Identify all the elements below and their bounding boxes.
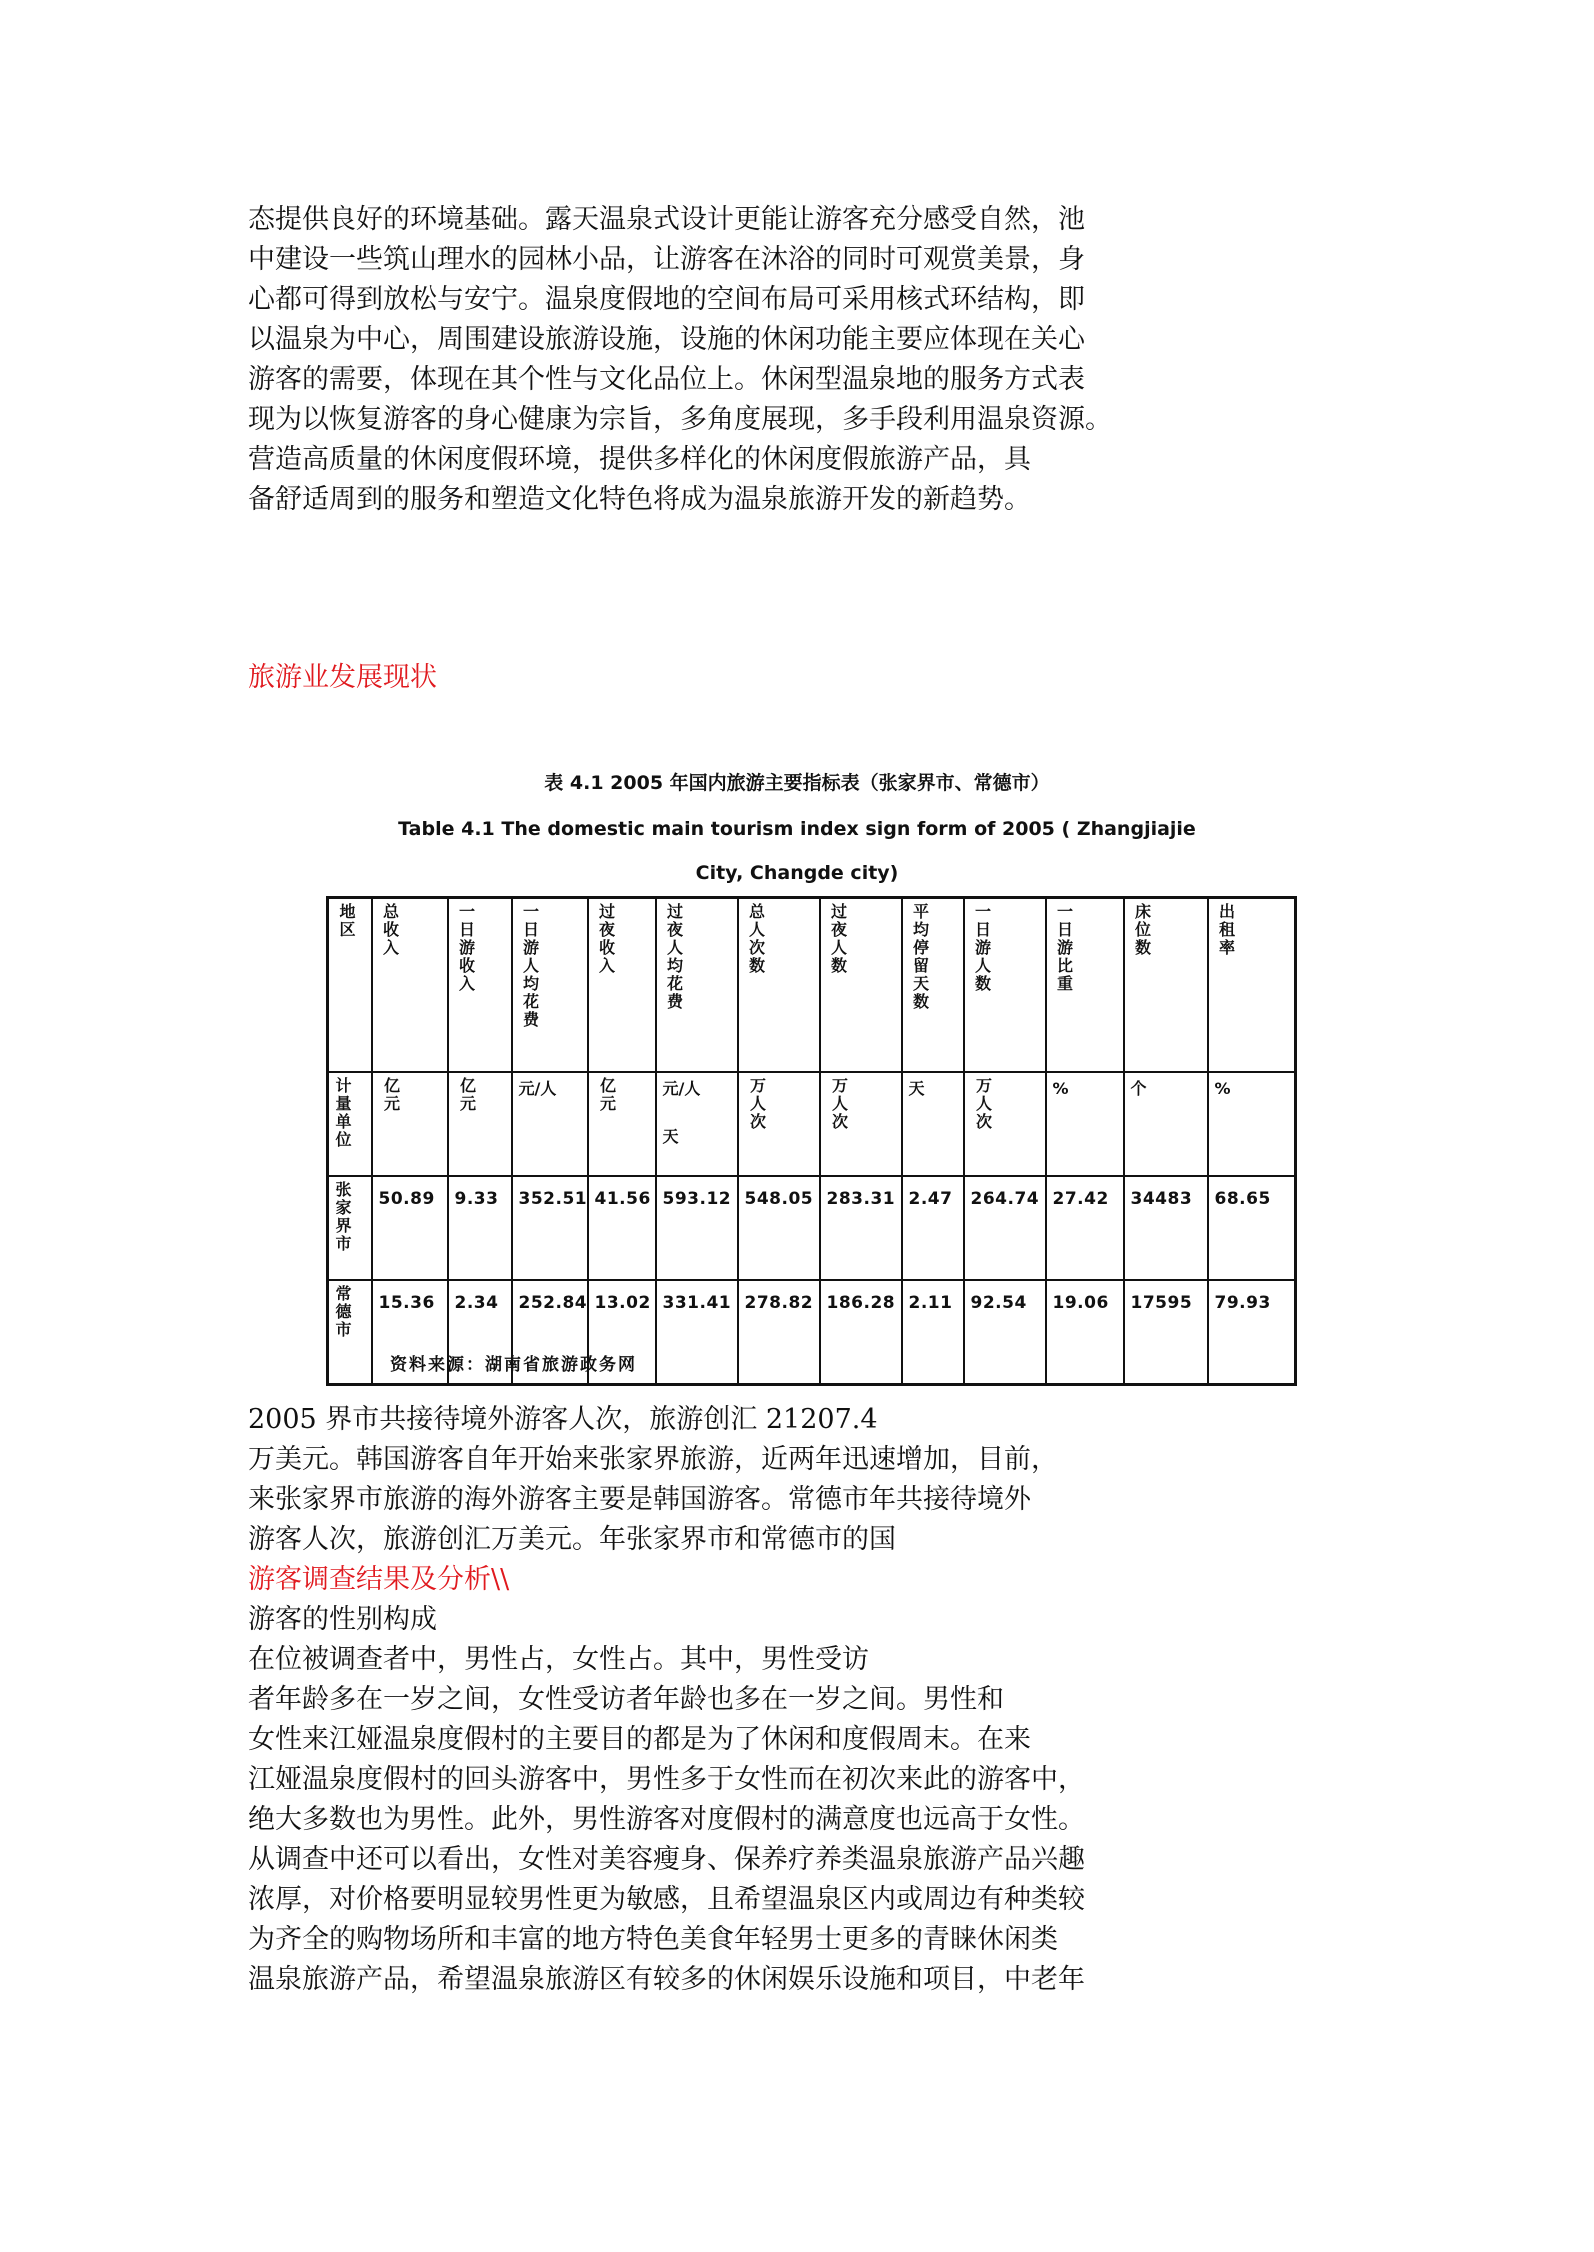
column-header-text: 过夜人均花费 [664,903,684,1011]
table-cell [1046,1176,1124,1280]
text-line: 从调查中还可以看出，女性对美容瘦身、保养疗养类温泉旅游产品兴趣 [248,1844,1085,1875]
text-line: 江娅温泉度假村的回头游客中，男性多于女性而在初次来此的游客中， [248,1764,1085,1795]
unit-cell [656,1072,738,1176]
table-cell-text: 13.02 [594,1293,651,1313]
column-header-text: 出租率 [1216,903,1236,957]
table-cell [738,1176,820,1280]
unit-cell-text: 亿元 [457,1077,477,1113]
table-cell-text: 34483 [1130,1189,1193,1209]
unit-cell [1208,1072,1296,1176]
table-cell [512,1176,588,1280]
table-units-row [328,1072,1296,1176]
table-cell-text: 50.89 [378,1189,435,1209]
text-line: 游客人次，旅游创汇万美元。年张家界市和常德市的国 [248,1524,896,1555]
unit-cell-text: 万人次 [747,1077,767,1131]
table-caption-zh: 表 4.1 2005 年国内旅游主要指标表（张家界市、常德市） [544,772,1050,794]
text-line: 为齐全的购物场所和丰富的地方特色美食年轻男士更多的青睐休闲类 [248,1924,1058,1955]
unit-cell-text: 元/人 [518,1079,557,1098]
table-cell-text: 331.41 [662,1293,732,1313]
column-header [1124,898,1208,1073]
column-header [448,898,512,1073]
column-header [1046,898,1124,1073]
table-cell-text: 2.47 [908,1189,953,1209]
row-header-region-text: 常德市 [333,1285,352,1339]
column-header [1208,898,1296,1073]
table-cell-text: 283.31 [826,1189,896,1209]
unit-cell-text: 亿元 [381,1077,401,1113]
table-header-row [328,898,1296,1073]
table-cell-text: 252.84 [518,1293,588,1313]
unit-cell [964,1072,1046,1176]
column-header-text: 一日游收入 [456,903,476,993]
table-cell-text: 2.34 [454,1293,499,1313]
column-header-text: 一日游比重 [1054,903,1074,993]
unit-cell-text: 万人次 [973,1077,993,1131]
text-line: 万美元。韩国游客自年开始来张家界旅游，近两年迅速增加，目前， [248,1444,1058,1475]
table-cell [964,1176,1046,1280]
table-cell [656,1280,738,1385]
text-line: 绝大多数也为男性。此外，男性游客对度假村的满意度也远高于女性。 [248,1804,1085,1835]
table-cell [902,1176,964,1280]
table-cell [372,1176,448,1280]
table-cell-text: 19.06 [1052,1293,1109,1313]
column-header [328,898,372,1073]
text-line: 温泉旅游产品，希望温泉旅游区有较多的休闲娱乐设施和项目，中老年 [248,1964,1085,1995]
column-header-text: 过夜收入 [596,903,616,975]
text-line: 浓厚，对价格要明显较男性更为敏感，且希望温泉区内或周边有种类较 [248,1884,1085,1915]
unit-cell-text: 万人次 [829,1077,849,1131]
unit-cell [1046,1072,1124,1176]
table-cell [1208,1176,1296,1280]
unit-cell-text: 个 [1130,1079,1147,1098]
text-line: 游客的性别构成 [248,1604,437,1635]
table-cell-text: 2.11 [908,1293,953,1313]
intro-paragraph [248,200,1428,520]
column-header [820,898,902,1073]
column-header-text: 过夜人数 [828,903,848,975]
table-caption-en-line1: Table 4.1 The domestic main tourism index sign form of 2005 ( Zhangjiajie [398,818,1196,840]
table-caption-en-line2: City, Changde city) [695,862,899,884]
unit-cell [738,1072,820,1176]
table-cell-text: 41.56 [594,1189,651,1209]
column-header-text: 平均停留天数 [910,903,930,1011]
section-heading: 旅游业发展现状 [248,662,437,693]
table-cell [1208,1280,1296,1385]
table-cell-text: 186.28 [826,1293,896,1313]
column-header-text: 床位数 [1132,903,1152,957]
table-cell-text: 92.54 [970,1293,1027,1313]
table-cell-text: 278.82 [744,1293,814,1313]
column-header-text: 地区 [337,903,356,939]
table-cell [448,1176,512,1280]
table-row [328,1176,1296,1280]
column-header-text: 一日游人数 [972,903,992,993]
unit-cell [1124,1072,1208,1176]
table-cell-text: 17595 [1130,1293,1193,1313]
text-line: 营造高质量的休闲度假环境，提供多样化的休闲度假旅游产品，具 [248,444,1031,475]
text-line: 在位被调查者中，男性占，女性占。其中，男性受访 [248,1644,869,1675]
text-line: 女性来江娅温泉度假村的主要目的都是为了休闲和度假周末。在来 [248,1724,1031,1755]
table-cell [964,1280,1046,1385]
subheading: 游客调查结果及分析\\ [248,1564,510,1595]
table-cell-text: 68.65 [1214,1189,1271,1209]
table-source-note: 资料来源：湖南省旅游政务网 [390,1355,637,1375]
unit-cell [820,1072,902,1176]
text-line: 现为以恢复游客的身心健康为宗旨，多角度展现，多手段利用温泉资源。 [248,404,1112,435]
table-cell [738,1280,820,1385]
unit-cell-text: % [1214,1079,1231,1098]
table-cell-text: 352.51 [518,1189,588,1209]
table-cell-text: 264.74 [970,1189,1040,1209]
column-header [964,898,1046,1073]
unit-cell [902,1072,964,1176]
unit-cell [448,1072,512,1176]
text-line: 中建设一些筑山理水的园林小品，让游客在沐浴的同时可观赏美景，身 [248,244,1085,275]
column-header [372,898,448,1073]
column-header [738,898,820,1073]
column-header [588,898,656,1073]
table-cell-text: 548.05 [744,1189,814,1209]
table-cell-text: 9.33 [454,1189,499,1209]
table-cell-text: 15.36 [378,1293,435,1313]
unit-cell [588,1072,656,1176]
table-cell [588,1176,656,1280]
column-header-text: 总收入 [380,903,400,957]
row-header-region [328,1176,372,1280]
text-line: 以温泉为中心，周围建设旅游设施，设施的休闲功能主要应体现在关心 [248,324,1085,355]
tourism-index-table [326,896,1297,1386]
table-cell [902,1280,964,1385]
text-line: 2005 界市共接待境外游客人次，旅游创汇 21207.4 [248,1404,878,1435]
table-cell [656,1176,738,1280]
unit-cell [512,1072,588,1176]
table-cell [1124,1176,1208,1280]
text-line: 来张家界市旅游的海外游客主要是韩国游客。常德市年共接待境外 [248,1484,1031,1515]
table-cell [820,1176,902,1280]
column-header [512,898,588,1073]
text-line: 态提供良好的环境基础。露天温泉式设计更能让游客充分感受自然，池 [248,204,1085,235]
unit-cell [372,1072,448,1176]
unit-cell-text: 天 [908,1079,925,1098]
body-text [248,1400,1428,2000]
column-header-text: 总人次数 [746,903,766,975]
table-cell-text: 79.93 [1214,1293,1271,1313]
unit-cell-text: % [1052,1079,1069,1098]
text-line: 备舒适周到的服务和塑造文化特色将成为温泉旅游开发的新趋势。 [248,484,1031,515]
unit-cell-text: 亿元 [597,1077,617,1113]
units-label-text: 计量单位 [333,1077,352,1149]
text-line: 者年龄多在一岁之间，女性受访者年龄也多在一岁之间。男性和 [248,1684,1004,1715]
table-cell-text: 27.42 [1052,1189,1109,1209]
unit-cell-text: 元/人 天 [662,1079,701,1146]
column-header [902,898,964,1073]
text-line: 心都可得到放松与安宁。温泉度假地的空间布局可采用核式环结构，即 [248,284,1085,315]
column-header-text: 一日游人均花费 [520,903,540,1029]
table-cell [1046,1280,1124,1385]
table-cell-text: 593.12 [662,1189,732,1209]
text-line: 游客的需要，体现在其个性与文化品位上。休闲型温泉地的服务方式表 [248,364,1085,395]
row-header-region [328,1280,372,1385]
column-header [656,898,738,1073]
table-cell [820,1280,902,1385]
units-label [328,1072,372,1176]
row-header-region-text: 张家界市 [333,1181,352,1253]
table-cell [1124,1280,1208,1385]
